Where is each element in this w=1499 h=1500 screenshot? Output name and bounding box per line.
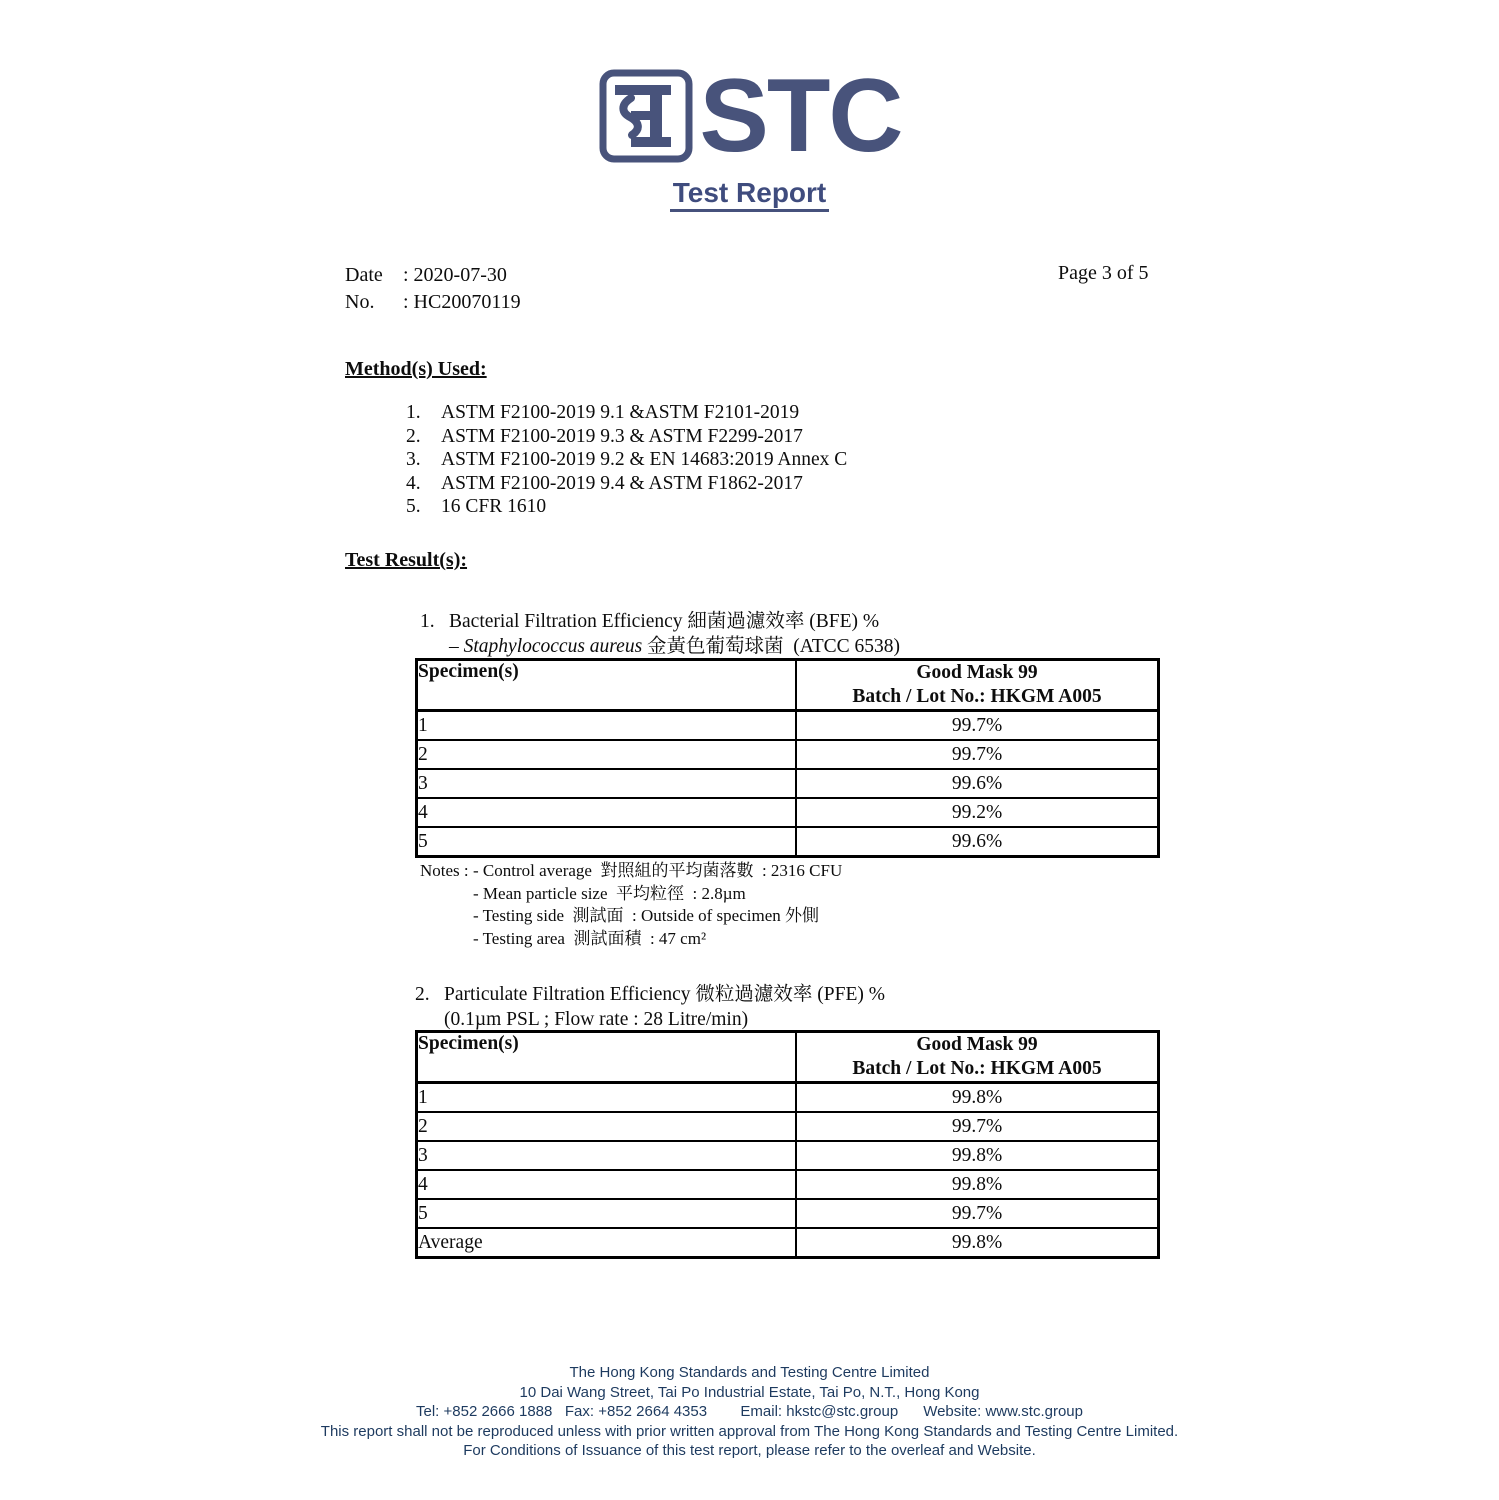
bfe-section-title <box>420 609 900 659</box>
table-row <box>417 1170 1159 1199</box>
product-column-header <box>796 660 1159 711</box>
report-meta <box>345 262 521 316</box>
dash-prefix: – <box>449 636 464 657</box>
value-cell: 99.8% <box>796 1228 1159 1258</box>
table-header-row <box>417 660 1159 711</box>
footer-conditions: For Conditions of Issuance of this test report, please refer to the overleaf and Website. <box>463 1442 1036 1459</box>
table-row <box>417 740 1159 769</box>
specimen-column-header: Specimen(s) <box>417 660 797 711</box>
product-name: Good Mask 99 <box>916 662 1038 683</box>
list-item <box>406 448 847 472</box>
notes-label: Notes : <box>420 861 469 880</box>
note-line: - Testing side 測試面 : Outside of specimen 外側 <box>473 906 820 925</box>
specimen-cell: 4 <box>417 798 797 827</box>
table-header-row <box>417 1032 1159 1083</box>
species-suffix: 金黃色葡萄球菌 (ATCC 6538) <box>642 636 900 657</box>
report-title-text: Test Report <box>670 177 830 212</box>
section-title-text: Bacterial Filtration Efficiency 細菌過濾效率 (BFE) % <box>449 611 880 632</box>
report-title <box>0 177 1499 209</box>
specimen-cell: 5 <box>417 1199 797 1228</box>
list-item-text: ASTM F2100-2019 9.4 & ASTM F1862-2017 <box>441 472 803 494</box>
table-row <box>417 1083 1159 1113</box>
specimen-cell: Average <box>417 1228 797 1258</box>
date-value: : 2020-07-30 <box>403 264 507 286</box>
table-row <box>417 711 1159 741</box>
methods-list <box>406 401 847 519</box>
report-no-value: : HC20070119 <box>403 291 521 313</box>
table-row-average <box>417 1228 1159 1258</box>
value-cell: 99.7% <box>796 1112 1159 1141</box>
value-cell: 99.7% <box>796 740 1159 769</box>
table-row <box>417 1141 1159 1170</box>
bfe-title-row <box>420 609 900 634</box>
value-cell: 99.2% <box>796 798 1159 827</box>
value-cell: 99.7% <box>796 1199 1159 1228</box>
note-line: - Control average 對照組的平均菌落數 : 2316 CFU <box>473 861 843 880</box>
notes-lines <box>473 860 842 950</box>
batch-lot-no: Batch / Lot No.: HKGM A005 <box>852 1058 1102 1079</box>
product-name: Good Mask 99 <box>916 1034 1038 1055</box>
footer-contacts: Tel: +852 2666 1888 Fax: +852 2664 4353 Email: hkstc@stc.group Website: www.stc.group <box>416 1403 1083 1420</box>
table-row <box>417 1112 1159 1141</box>
table-row <box>417 827 1159 857</box>
specimen-column-header: Specimen(s) <box>417 1032 797 1083</box>
table-row <box>417 769 1159 798</box>
list-item-text: ASTM F2100-2019 9.1 &ASTM F2101-2019 <box>441 402 800 423</box>
product-column-header <box>796 1032 1159 1083</box>
bfe-notes <box>420 860 842 950</box>
pfe-title-row <box>415 982 885 1007</box>
list-item <box>406 425 847 449</box>
list-item-text: ASTM F2100-2019 9.2 & EN 14683:2019 Annex C <box>441 449 848 470</box>
list-item-text: ASTM F2100-2019 9.3 & ASTM F2299-2017 <box>441 425 803 447</box>
bfe-results-table <box>415 658 1160 858</box>
value-cell: 99.6% <box>796 769 1159 798</box>
bfe-subtitle <box>449 634 900 659</box>
notes-row <box>420 860 842 950</box>
note-line: - Testing area 測試面積 : 47 cm² <box>473 928 707 948</box>
list-item-number: 2. <box>406 425 421 447</box>
specimen-cell: 1 <box>417 1083 797 1113</box>
report-no-label: No. <box>345 291 375 313</box>
stc-logo-text: STC <box>699 58 902 174</box>
date-label: Date <box>345 264 383 286</box>
specimen-cell: 2 <box>417 1112 797 1141</box>
pfe-subtitle: (0.1µm PSL ; Flow rate : 28 Litre/min) <box>444 1009 749 1030</box>
list-item-number: 3. <box>406 449 421 470</box>
meta-no-row <box>345 289 521 316</box>
section-number: 2. <box>415 984 430 1005</box>
note-line: - Mean particle size 平均粒徑 : 2.8µm <box>473 883 746 903</box>
value-cell: 99.8% <box>796 1170 1159 1199</box>
pfe-results-table <box>415 1030 1160 1259</box>
specimen-cell: 4 <box>417 1170 797 1199</box>
stc-seal-icon <box>598 68 694 164</box>
value-cell: 99.8% <box>796 1141 1159 1170</box>
list-item <box>406 401 847 425</box>
page-number: Page 3 of 5 <box>1058 262 1149 284</box>
specimen-cell: 1 <box>417 711 797 741</box>
section-title-text: Particulate Filtration Efficiency 微粒過濾效率 (PFE) % <box>444 984 886 1005</box>
list-item <box>406 472 847 496</box>
specimen-cell: 2 <box>417 740 797 769</box>
results-heading: Test Result(s): <box>345 549 468 571</box>
list-item-number: 4. <box>406 472 421 494</box>
footer-address: 10 Dai Wang Street, Tai Po Industrial Estate, Tai Po, N.T., Hong Kong <box>519 1383 980 1401</box>
footer-company-name: The Hong Kong Standards and Testing Centre Limited <box>569 1364 930 1381</box>
specimen-cell: 5 <box>417 827 797 857</box>
report-footer <box>0 1363 1499 1461</box>
specimen-cell: 3 <box>417 1141 797 1170</box>
list-item-number: 1. <box>406 402 421 423</box>
table-row <box>417 798 1159 827</box>
pfe-section-title <box>415 982 885 1032</box>
batch-lot-no: Batch / Lot No.: HKGM A005 <box>852 686 1102 707</box>
value-cell: 99.6% <box>796 827 1159 857</box>
section-number: 1. <box>420 611 435 632</box>
specimen-cell: 3 <box>417 769 797 798</box>
list-item-text: 16 CFR 1610 <box>441 496 547 517</box>
stc-logo <box>0 58 1499 174</box>
list-item <box>406 495 847 519</box>
table-row <box>417 1199 1159 1228</box>
methods-heading: Method(s) Used: <box>345 358 487 380</box>
footer-disclaimer: This report shall not be reproduced unless with prior written approval from The Hong Kong Standards and Testing Centre Limited. <box>320 1422 1179 1440</box>
meta-date-row <box>345 262 521 289</box>
list-item-number: 5. <box>406 496 421 517</box>
species-name: Staphylococcus aureus <box>463 636 643 657</box>
value-cell: 99.8% <box>796 1083 1159 1113</box>
value-cell: 99.7% <box>796 711 1159 741</box>
